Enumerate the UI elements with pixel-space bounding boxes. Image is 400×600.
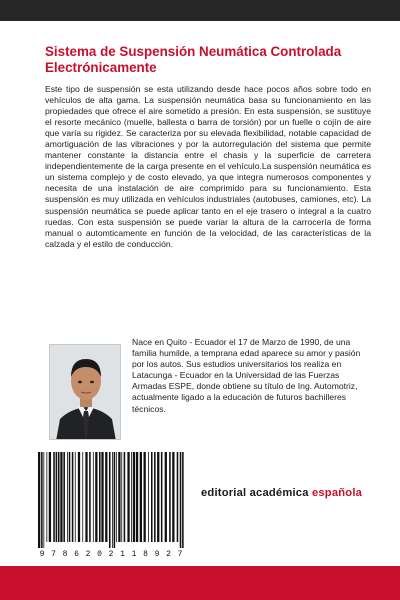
publisher-name-accent: española [311,487,363,499]
barcode-bar [93,452,94,542]
barcode-bar [114,452,116,548]
barcode-bar [127,452,129,542]
barcode-digit: 7 [177,550,183,559]
barcode-bar [172,452,174,542]
barcode-bar [109,452,111,548]
barcode-bar [169,452,171,542]
barcode-bar [63,452,65,542]
barcode-bar [43,452,44,548]
barcode-digit: 1 [131,550,137,559]
barcode-digit: 7 [51,550,56,559]
barcode-bar [182,452,184,548]
isbn-barcode [30,452,190,560]
barcode-bar [49,452,51,542]
author-bio: Nace en Quito - Ecuador el 17 de Marzo de 1990, de una familia humilde, a temprana edad aparece su amor y pasión por los autos. Sus estudios universitarios los realiza en Latacunga - Ecuador en la Universidad de las Fuerzas Armadas ESPE, donde obtiene su título de Ing. Automotriz, actualmente ligado a la educación de futuros bachilleres técnicos. [132,337,361,414]
barcode-bar [136,452,138,542]
barcode-bar [151,452,153,542]
barcode-bar [101,452,103,542]
barcode-digit: 8 [143,550,148,559]
barcode-bar [82,452,83,542]
barcode-bar [95,452,97,542]
barcode-bar [144,452,146,542]
barcode-bar [38,452,40,548]
barcode-digit: 9 [154,550,160,559]
author-portrait-graphic [50,345,121,440]
barcode-bar [89,452,91,542]
barcode-bar [161,452,163,542]
barcode-bar [116,452,117,542]
barcode-digit: 6 [74,550,79,559]
barcode-bar [131,452,132,542]
barcode-bar [118,452,120,542]
author-photo [49,344,121,440]
barcode-bar [154,452,156,542]
publisher-name-main: editorial académica [201,487,312,499]
barcode-bar [177,452,179,542]
barcode-digit: 2 [108,550,114,559]
barcode-bar [53,452,55,542]
barcode-bar [105,452,107,542]
barcode-bar [133,452,135,542]
barcode-digit: 8 [62,550,68,559]
barcode-bar [99,452,101,542]
barcode-bar [67,452,68,542]
book-title: Sistema de Suspensión Neumática Controlada Electrónicamente [45,44,342,75]
barcode-bar [112,452,113,548]
top-color-band [0,0,400,21]
bottom-color-band [0,566,400,600]
barcode-digit: 2 [85,550,91,559]
barcode-bar [85,452,87,542]
barcode-bar [41,452,43,548]
barcode-digit: 2 [166,550,171,559]
barcode-bar [72,452,74,542]
barcode-bar [69,452,71,542]
barcode-bar [60,452,62,542]
barcode-bar [58,452,60,542]
publisher-logo [201,487,362,499]
barcode-bar [56,452,58,542]
barcode-bar [165,452,167,542]
barcode-bar [180,452,182,548]
barcode-digit: 0 [97,550,102,559]
barcode-bar [46,452,47,542]
barcode-bar [75,452,76,542]
barcode-bar [78,452,80,542]
book-description: Este tipo de suspensión se esta utilizando desde hace pocos años sobre todo en vehículos de alta gama. La suspensión neumática basa su funcionamiento en las propiedades que ofrece el aire sometido a presión. En esta suspensión, se sustituye el resorte mecánico (muelle, ballesta o barra de torsión) por un fuelle o cojín de aire que varía su rigidez. Se caracteriza por su elevada flexibilidad, notable capacidad de amortiguación de las vibraciones y por la autorregulación del sistema que permite mantener constante la distancia entre el chasis y la superficie de carretera independientemente de la carga presente en el vehículo.La suspensión neumática es un sistema complejo y de costo elevado, ya que integra numerosos componentes y necesita de una instalación de aire comprimido para su funcionamiento. Esta suspensión es muy utilizada en vehículos industriales (autobuses, camiones, etc). La suspensión neumática se puede aplicar tanto en el eje trasero o integral a la cuatro ruedas. Con esta suspensión se puede variar la altura de la carrocería de forma manual o automticamente en función de la velocidad, de las características de la calzada y el estilo de conducción. [45,84,371,249]
barcode-digit: 9 [39,550,45,559]
barcode-bar [140,452,142,542]
barcode-bar [124,452,126,542]
barcode-bar [148,452,149,542]
barcode-bar [121,452,122,542]
barcode-bar [157,452,159,542]
barcode-digit: 1 [120,550,125,559]
